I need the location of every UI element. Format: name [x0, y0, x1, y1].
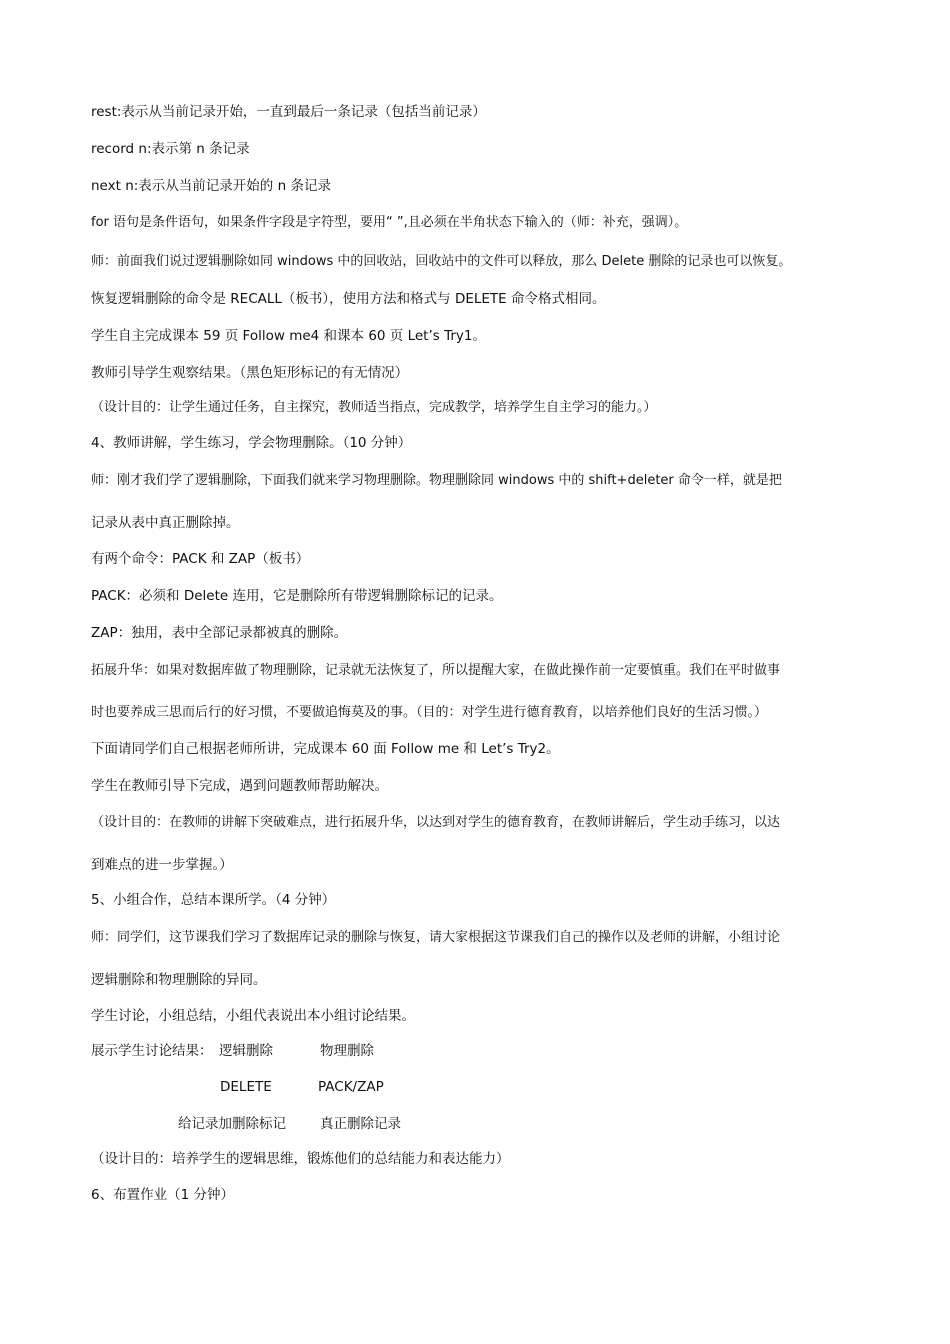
text-line: PACK：必须和 Delete 连用，它是删除所有带逻辑删除标记的记录。 — [91, 588, 503, 604]
summary-prefix: 展示学生讨论结果： — [91, 1043, 213, 1059]
text-line: 下面请同学们自己根据老师所讲，完成课本 60 面 Follow me 和 Let’s Try2。 — [91, 741, 560, 757]
text-line: （设计目的：培养学生的逻辑思维，锻炼他们的总结能力和表达能力） — [91, 1151, 510, 1167]
text-line: 学生在教师引导下完成，遇到问题教师帮助解决。 — [91, 778, 388, 794]
text-line: 学生自主完成课本 59 页 Follow me4 和课本 60 页 Let’s Try1。 — [91, 328, 486, 344]
text-line: 师：前面我们说过逻辑删除如同 windows 中的回收站，回收站中的文件可以释放，那么 Delete 删除的记录也可以恢复。 — [91, 254, 792, 269]
text-line: 拓展升华：如果对数据库做了物理删除，记录就无法恢复了，所以提醒大家，在做此操作前一定要慎重。我们在平时做事 — [91, 663, 781, 678]
text-line: 学生讨论，小组总结，小组代表说出本小组讨论结果。 — [91, 1008, 415, 1024]
text-line: for 语句是条件语句，如果条件字段是字符型，要用“ ”,且必须在半角状态下输入的（师：补充，强调）。 — [91, 215, 688, 230]
section-heading: 6、布置作业（1 分钟） — [91, 1187, 234, 1203]
text-line: 师：刚才我们学了逻辑删除，下面我们就来学习物理删除。物理删除同 windows 中的 shift+deleter 命令一样，就是把 — [91, 473, 782, 488]
summary-col2-command: PACK/ZAP — [318, 1079, 384, 1095]
text-line: 教师引导学生观察结果。（黑色矩形标记的有无情况） — [91, 365, 409, 381]
text-line: ZAP：独用，表中全部记录都被真的删除。 — [91, 625, 348, 641]
summary-col1-command: DELETE — [220, 1079, 272, 1095]
summary-col2-header: 物理删除 — [320, 1043, 374, 1059]
text-line: 记录从表中真正删除掉。 — [91, 515, 240, 531]
text-line: 恢复逻辑删除的命令是 RECALL（板书），使用方法和格式与 DELETE 命令格式相同。 — [91, 291, 606, 307]
text-line: rest:表示从当前记录开始，一直到最后一条记录（包括当前记录） — [91, 104, 486, 120]
text-line: 有两个命令：PACK 和 ZAP（板书） — [91, 551, 310, 567]
summary-col1-header-anchor — [219, 1042, 273, 1060]
summary-col2-desc: 真正删除记录 — [320, 1116, 401, 1132]
text-line: （设计目的：在教师的讲解下突破难点，进行拓展升华，以达到对学生的德育教育，在教师讲解后，学生动手练习，以达 — [91, 815, 781, 830]
summary-col1-header: 逻辑删除 — [219, 1043, 273, 1059]
section-heading: 4、教师讲解，学生练习，学会物理删除。（10 分钟） — [91, 435, 412, 451]
text-line: 到难点的进一步掌握。） — [91, 857, 233, 873]
text-line: next n:表示从当前记录开始的 n 条记录 — [91, 178, 331, 194]
text-line: （设计目的：让学生通过任务，自主探究，教师适当指点，完成教学，培养学生自主学习的能力。） — [91, 400, 657, 415]
section-heading: 5、小组合作，总结本课所学。（4 分钟） — [91, 892, 336, 908]
text-line: 师：同学们，这节课我们学习了数据库记录的删除与恢复，请大家根据这节课我们自己的操作以及老师的讲解，小组讨论 — [91, 930, 781, 945]
text-line: 逻辑删除和物理删除的异同。 — [91, 972, 267, 988]
summary-col1-desc: 给记录加删除标记 — [178, 1116, 286, 1132]
text-line: record n:表示第 n 条记录 — [91, 141, 250, 157]
text-line: 时也要养成三思而后行的好习惯，不要做追悔莫及的事。（目的：对学生进行德育教育，以培养他们良好的生活习惯。） — [91, 705, 768, 720]
